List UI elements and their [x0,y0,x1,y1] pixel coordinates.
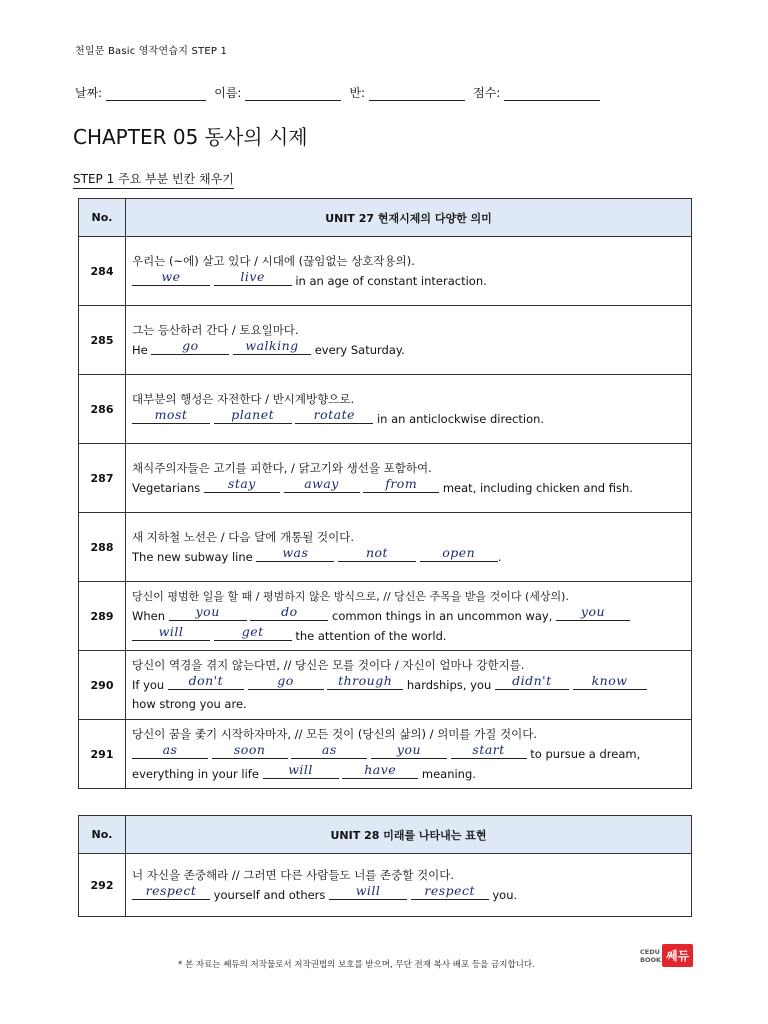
handwritten-answer: go [277,673,294,688]
student-info-row [75,84,615,101]
sentence-text: hardships, you [406,678,492,692]
handwritten-answer: have [364,761,397,777]
handwritten-answer: don't [188,673,224,688]
answer-blank[interactable] [214,406,292,424]
exercise-content [126,375,692,444]
korean-prompt: 새 지하철 노선은 / 다음 달에 개통될 것이다. [132,529,354,544]
handwritten-answer: soon [233,741,266,757]
date-line[interactable] [106,87,206,101]
handwritten-answer: will [355,882,381,898]
copyright-notice: * 본 자료는 쎄듀의 저작물로서 저작권법의 보호를 받으며, 무단 전재 복사 배포 등을 금지합니다. [178,960,535,970]
sentence-text: in an anticlockwise direction. [376,411,545,426]
handwritten-answer: rotate [313,406,356,422]
exercise-number: 290 [79,651,126,720]
handwritten-answer: go [182,337,199,353]
class-field [349,84,465,101]
handwritten-answer: live [240,268,265,284]
date-label: 날짜: [75,86,103,100]
handwritten-answer: planet [231,406,275,422]
handwritten-answer: was [282,544,309,560]
unit-28-title: UNIT 28 미래를 나타내는 표현 [126,816,692,854]
handwritten-answer: respect [424,882,476,898]
english-sentence [132,882,685,905]
english-sentence [132,675,685,695]
page-header: 천일문 Basic 영작연습지 STEP 1 [75,46,228,57]
english-sentence [132,268,685,291]
answer-blank[interactable] [329,882,407,900]
chapter-title: CHAPTER 05 동사의 시제 [73,125,308,149]
answer-blank[interactable] [233,337,311,355]
name-label: 이름: [214,86,242,100]
answer-blank[interactable] [132,741,208,759]
sentence-text: to pursue a dream, [530,746,641,761]
exercise-content [126,582,692,651]
english-sentence [132,544,685,567]
exercise-number: 288 [79,513,126,582]
korean-prompt: 당신이 평범한 일을 할 때 / 평범하지 않은 방식으로, // 당신은 주목을 받을 것이다 (세상의). [132,589,569,603]
sentence-text: meaning. [421,766,476,781]
answer-blank[interactable] [363,475,439,493]
date-field [75,84,206,101]
korean-prompt: 당신이 꿈을 좇기 시작하자마자, // 모든 것이 (당신의 삶의) / 의미를 가질 것이다. [132,726,538,741]
sentence-text: He [132,342,148,357]
english-sentence [132,337,685,360]
english-sentence [132,741,685,764]
english-sentence-cont [132,623,685,646]
answer-blank[interactable] [248,675,324,690]
english-sentence [132,603,685,626]
answer-blank[interactable] [327,675,403,690]
class-line[interactable] [369,87,465,101]
answer-blank[interactable] [151,337,229,355]
score-label: 점수: [473,86,501,100]
exercise-content [126,237,692,306]
english-sentence [132,406,685,429]
exercise-row-288 [79,513,692,582]
exercise-row-290 [79,651,692,720]
handwritten-answer: will [288,761,313,777]
handwritten-answer: you [195,603,220,619]
step-title: STEP 1 주요 부분 빈칸 채우기 [73,170,234,189]
cedu-logo [640,944,693,967]
handwritten-answer: through [338,673,393,688]
handwritten-answer: from [385,475,418,491]
exercise-content [126,513,692,582]
exercise-content [126,444,692,513]
handwritten-answer: walking [245,337,299,353]
answer-blank[interactable] [338,544,416,562]
unit-27-table [78,198,692,789]
logo-badge: 쎄듀 [662,944,693,967]
answer-blank[interactable] [420,544,498,562]
english-sentence-cont [132,695,685,714]
answer-blank[interactable] [573,675,647,690]
exercise-number: 289 [79,582,126,651]
exercise-number: 292 [79,854,126,917]
answer-blank[interactable] [295,406,373,424]
answer-blank[interactable] [263,761,339,779]
exercise-number: 287 [79,444,126,513]
unit-28-table [78,815,692,917]
answer-blank[interactable] [168,675,244,690]
exercise-number: 286 [79,375,126,444]
answer-blank[interactable] [132,268,210,286]
korean-prompt: 그는 등산하러 간다 / 토요일마다. [132,322,299,337]
sentence-text: . [497,549,502,564]
answer-blank[interactable] [212,741,288,759]
answer-blank[interactable] [132,882,210,900]
exercise-row-284 [79,237,692,306]
sentence-text: every Saturday. [314,342,405,357]
answer-blank[interactable] [256,544,334,562]
exercise-content [126,306,692,375]
answer-blank[interactable] [291,741,367,759]
sentence-text: in an age of constant interaction. [295,273,487,288]
handwritten-answer: you [396,741,422,757]
answer-blank[interactable] [169,603,247,621]
handwritten-answer: not [365,544,389,560]
handwritten-answer: most [154,406,188,422]
exercise-row-286 [79,375,692,444]
sentence-text: The new subway line [132,549,253,564]
sentence-text: everything in your life [132,766,259,781]
handwritten-answer: didn't [512,673,552,688]
handwritten-answer: as [162,741,178,757]
handwritten-answer: away [304,475,339,491]
korean-prompt: 대부분의 행성은 자전한다 / 반시계방향으로. [132,391,355,406]
exercise-number: 285 [79,306,126,375]
sentence-text: Vegetarians [132,480,201,495]
handwritten-answer: get [241,623,264,639]
answer-blank[interactable] [371,741,447,759]
answer-blank[interactable] [284,475,360,493]
handwritten-answer: will [158,623,184,639]
class-label: 반: [349,86,366,100]
sentence-text: how strong you are. [132,697,247,711]
answer-blank[interactable] [342,761,418,779]
english-sentence [132,475,685,498]
name-line[interactable] [245,87,341,101]
score-field [473,84,600,101]
exercise-row-291 [79,720,692,789]
english-sentence-cont [132,761,685,784]
sentence-text: common things in an uncommon way, [332,608,553,623]
korean-prompt: 채식주의자들은 고기를 피한다, / 닭고기와 생선을 포함하여. [132,460,432,475]
logo-small-text: CEDU BOOK [640,947,662,964]
sentence-text: meat, including chicken and fish. [442,480,633,495]
exercise-row-287 [79,444,692,513]
score-line[interactable] [504,87,600,101]
answer-blank[interactable] [495,675,569,690]
exercise-content [126,720,692,789]
answer-blank[interactable] [132,406,210,424]
sentence-text: yourself and others [213,887,326,902]
answer-blank[interactable] [451,741,527,759]
sentence-text: you. [492,887,518,902]
sentence-text: the attention of the world. [295,628,447,643]
answer-blank[interactable] [556,603,630,621]
name-field [214,84,341,101]
sentence-text: If you [132,678,165,692]
answer-blank[interactable] [204,475,280,493]
korean-prompt: 너 자신을 존중해라 // 그러면 다른 사람들도 너를 존중할 것이다. [132,867,455,882]
handwritten-answer: know [591,673,628,688]
answer-blank[interactable] [132,623,210,641]
no-header: No. [79,816,126,854]
exercise-number: 291 [79,720,126,789]
handwritten-answer: you [580,603,606,619]
exercise-number: 284 [79,237,126,306]
korean-prompt: 당신이 역경을 겪지 않는다면, // 당신은 모를 것이다 / 자신이 얼마나 강한지를. [132,658,525,672]
handwritten-answer: open [442,544,476,560]
answer-blank[interactable] [214,268,292,286]
exercise-row-292 [79,854,692,917]
handwritten-answer: respect [145,882,197,898]
no-header: No. [79,199,126,237]
handwritten-answer: as [321,741,337,757]
korean-prompt: 우리는 (~에) 살고 있다 / 시대에 (끊임없는 상호작용의). [132,253,415,268]
handwritten-answer: stay [227,475,256,491]
handwritten-answer: we [161,268,181,284]
sentence-text: When [132,608,166,623]
handwritten-answer: start [472,741,505,757]
exercise-content [126,854,692,917]
answer-blank[interactable] [250,603,328,621]
exercise-content [126,651,692,720]
answer-blank[interactable] [214,623,292,641]
exercise-row-289 [79,582,692,651]
unit-27-title: UNIT 27 현재시제의 다양한 의미 [126,199,692,237]
exercise-row-285 [79,306,692,375]
answer-blank[interactable] [411,882,489,900]
handwritten-answer: do [281,603,298,619]
